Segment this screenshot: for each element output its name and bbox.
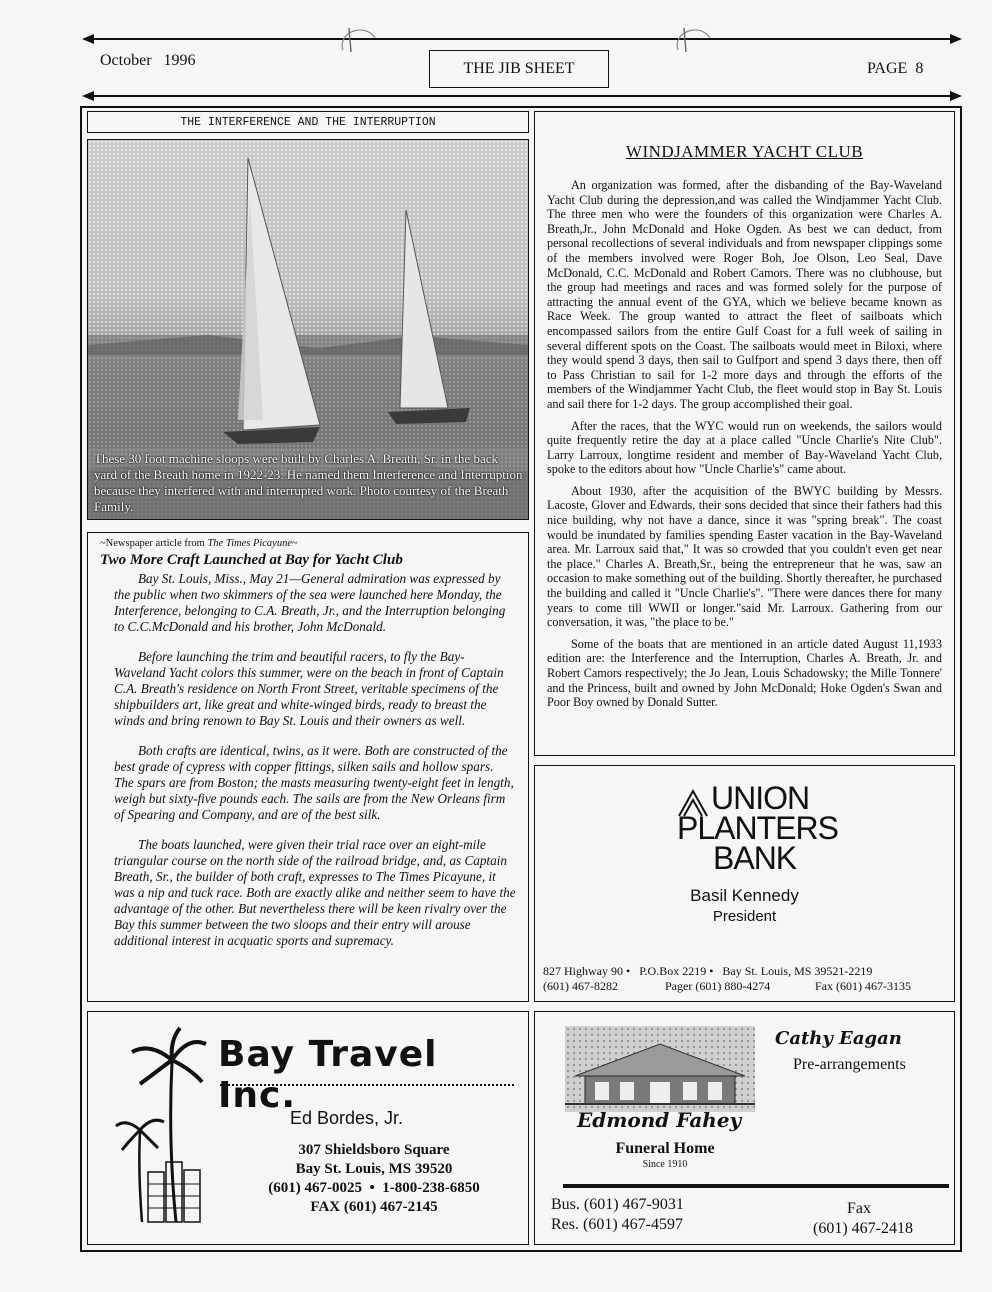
article-paragraph: Both crafts are identical, twins, as it were. Both are constructed of the best grade of cypress with copper fittings, silken sails and hollow spars. The spars are from Boston; the masts measuring twenty-eight feet in length, weigh but sixty-five pounds each. The sails are from the New Orleans firm of Spearing and Company, and are of the best silk.: [114, 743, 514, 822]
article-paragraph: Bay St. Louis, Miss., May 21—General admiration was expressed by the public when two skimmers of the sea were launched here Monday, the Interference, belonging to C.A. Breath, Jr., and the Interruption belonging to C.C.McDonald and his brother, John McDonald.: [114, 571, 506, 634]
bank-pager: Pager (601) 880-4274: [665, 979, 771, 993]
photo-caption-text: These 30 foot machine sloops were built by Charles A. Breath, Sr. in the back yard of the Breath home in 1922-23. He named them Interference and Interruption because they interfered with and interrupted work. Photo courtesy of the Breath Family.: [94, 451, 523, 514]
funeral-fax: (601) 467-2418: [813, 1220, 913, 1237]
sailboat-photo: [87, 139, 529, 520]
binder-hole-icon: [335, 22, 380, 56]
building-illustration: [565, 1026, 755, 1112]
bank-logo-line2: PLANTERS: [677, 810, 838, 846]
funeral-home-name: Edmond Fahey: [577, 1108, 742, 1132]
bank-logo-line3: BANK: [713, 840, 797, 876]
bank-logo-line1: UNION: [711, 780, 810, 816]
binder-hole-icon: [670, 22, 715, 56]
windjammer-paragraph: After the races, that the WYC would run on weekends, the sailors would quite frequently retire the day at a place called "Uncle Charlie's Nite Club". Larry Larroux, longtime resident and member of Bay-Waveland Yacht Club, spoke to the editors about how "Uncle Charlie's" came about.: [547, 418, 942, 477]
article-source-name: The Times Picayune: [207, 538, 293, 549]
travel-ad: [87, 1011, 529, 1245]
funeral-home-type: Funeral Home: [615, 1140, 715, 1157]
bank-ad: [534, 765, 955, 1002]
windjammer-paragraph: An organization was formed, after the disbanding of the Bay-Waveland Yacht Club during the depression,and was called the Windjammer Yacht Club. The three men who were the founders of this organization were Charles A. Breath,Jr., John McDonald and Hoke Ogden. As best we can deduct, from personal recollections of several individuals and from newspaper clippings some of the members involved were Roger Boh, Joe Olson, Leo Seal, Dave McDonald, C.C. McDonald and Robert Camors. There was no clubhouse, but the group had meetings and races and was formed solely for the purpose of attracting the annual event of the GYA, which we believe became known as Race Week. The group wanted to attract the fleet of sailboats which encompassed sailors from the entire Gulf Coast for a full week of sailing in several different spots on the Coast. The sailboats would meet in Biloxi, where they would spend 3 days, then sail to Gulfport and spend 3 days there, then off to Pass Christian to sail for 1-2 more days and through the efforts of the members of the Windjammer Yacht Club, the fleet would stop in Bay St. Louis and sail there for 1-2 days. The group accomplished their goal.: [547, 178, 942, 411]
article-source: ~Newspaper article from The Times Picayune~: [100, 538, 298, 549]
bank-phone: (601) 467-8282: [543, 979, 618, 993]
arrow-left-icon: [82, 34, 94, 44]
bank-contact-role: President: [712, 908, 777, 925]
funeral-fax-label: Fax: [847, 1200, 871, 1217]
funeral-business-phone: Bus. (601) 467-9031: [551, 1196, 684, 1213]
travel-phones: (601) 467-0025 • 1-800-238-6850: [268, 1180, 480, 1196]
funeral-home-since: Since 1910: [642, 1159, 688, 1170]
funeral-ad: [534, 1011, 955, 1245]
travel-address-line1: 307 Shieldsboro Square: [298, 1142, 450, 1158]
travel-agency-name: Bay Travel Inc.: [218, 1034, 438, 1116]
bank-contact-name: Basil Kennedy: [690, 886, 799, 905]
windjammer-title: WINDJAMMER YACHT CLUB: [625, 142, 864, 161]
header-top-rule: [92, 38, 952, 40]
funeral-service: Pre-arrangements: [793, 1056, 906, 1073]
travel-contact-name: Ed Bordes, Jr.: [290, 1108, 404, 1128]
windjammer-paragraph: Some of the boats that are mentioned in an article dated August 11,1933 edition are: the Interference and the Interruption, Charles A. Breath, Jr. and Robert Camors respectively; the Jo Jean, Louis Schadowsky; the Mille Tonnere' and the Princess, built and owned by John McDonald; Hoke Ogden's Swan and Poor Boy owned by Donald Sutter.: [547, 636, 942, 710]
newspaper-article: [87, 532, 529, 1002]
newsletter-title: THE JIB SHEET: [463, 60, 575, 77]
photo-caption: [88, 448, 528, 519]
bank-address: 827 Highway 90 • P.O.Box 2219 • Bay St. Louis, MS 39521-2219: [543, 964, 873, 978]
arrow-right-icon: [950, 91, 962, 101]
page-number: PAGE 8: [867, 60, 924, 77]
windjammer-paragraph: About 1930, after the acquisition of the BWYC building by Messrs. Lacoste, Glover and Edwards, their sons decided that since their fathers had this nice building, why not have a dance, since it was "spring break". The coast would be inundated by families spending Easter vacation in the Bay-Waveland area. Mr. Larroux said that," It was so crowded that you couldn't even get near the place." Charles A. Breath,Sr., being the entrepreneur that he was, saw an occasion to make something out of the building. Shortly thereafter, he purchased the building and called it "Uncle Charlie's". "There were dances there for many years to come till WWII or longer."said Mr. Larroux. Gathering from our conversation, it was, "the place to be.": [547, 483, 942, 630]
windjammer-article: [534, 111, 955, 756]
photo-heading-box: [87, 111, 529, 133]
arrow-right-icon: [950, 34, 962, 44]
travel-name-underline: [220, 1084, 514, 1086]
newsletter-title-box: [429, 50, 609, 88]
header-bottom-rule: [92, 95, 952, 97]
article-paragraph: Before launching the trim and beautiful racers, to fly the Bay-Waveland Yacht colors this summer, were on the beach in front of Captain C.A. Breath's residence on North Front Street, veritable specimens of the shipbuilders art, like great and white-winged birds, ready to breast the winds and bring renown to Bay St. Louis and their owners as well.: [114, 649, 504, 728]
bank-fax: Fax (601) 467-3135: [815, 979, 911, 993]
palm-tree-icon: [110, 1022, 210, 1232]
funeral-residence-phone: Res. (601) 467-4597: [551, 1216, 683, 1233]
photo-heading: THE INTERFERENCE AND THE INTERRUPTION: [180, 115, 436, 129]
issue-date: October 1996: [100, 52, 196, 69]
funeral-divider: [563, 1184, 949, 1188]
travel-address-line2: Bay St. Louis, MS 39520: [295, 1161, 453, 1177]
arrow-left-icon: [82, 91, 94, 101]
article-headline: Two More Craft Launched at Bay for Yacht Club: [100, 552, 403, 568]
travel-fax: FAX (601) 467-2145: [310, 1199, 438, 1215]
article-paragraph: The boats launched, were given their trial race over an eight-mile triangular course on the north side of the railroad bridge, and, as Captain Breath, Sr., the builder of both craft, expresses to The Times Picayune, it was a nip and tuck race. Both are exactly alike and neither seem to have the advantage of the other. But nevertheless there will be keen rivalry over the Bay this summer between the two sloops and their entry will arouse additional interest in acquatic sports and supremacy.: [114, 837, 516, 948]
funeral-home-building-image: [565, 1026, 755, 1112]
funeral-contact-name: Cathy Eagan: [775, 1028, 902, 1049]
